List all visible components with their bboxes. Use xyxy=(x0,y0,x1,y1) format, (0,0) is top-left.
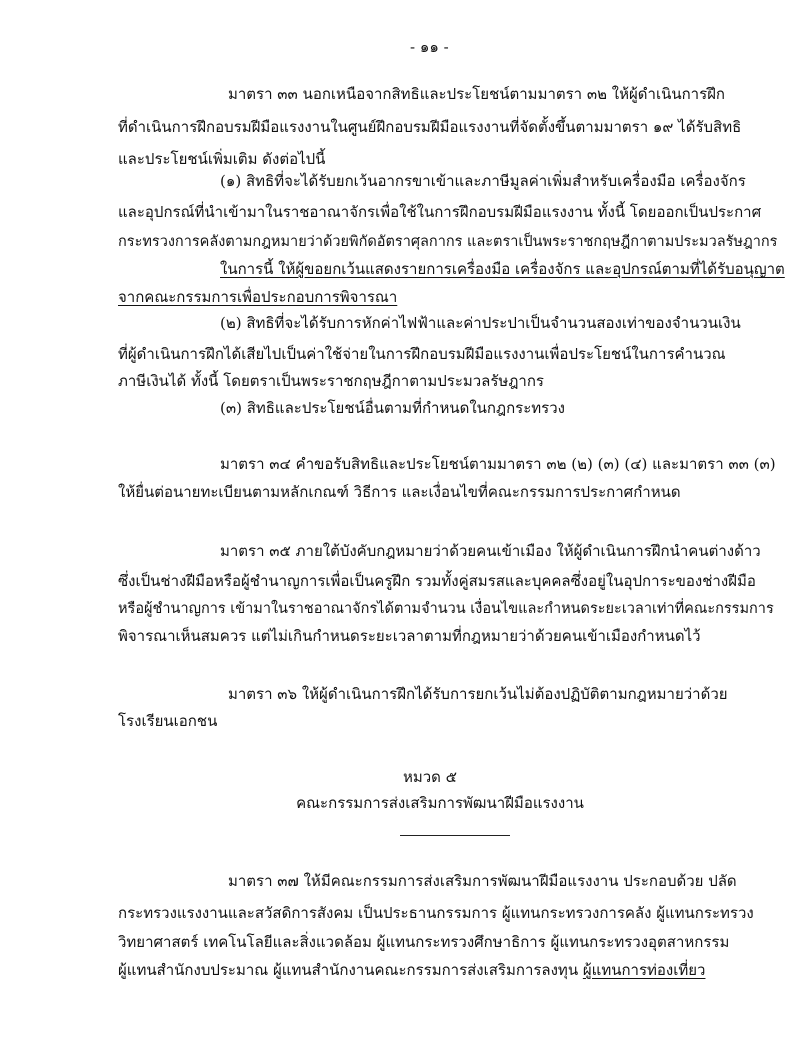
s37-line-3: วิทยาศาสตร์ เทคโนโลยีและสิ่งแวดล้อม ผู้แทนกระทรวงศึกษาธิการ ผู้แทนกระทรวงอุตสาหกรรม xyxy=(118,933,730,951)
s33-line-2: ที่ดำเนินการฝึกอบรมฝีมือแรงงานในศูนย์ฝึกอบรมฝีมือแรงงานที่จัดตั้งขึ้นตามมาตรา ๑๙ ได้รับสิทธิ xyxy=(118,118,742,136)
chapter-number: หมวด ๕ xyxy=(402,768,458,786)
s35-line-3: หรือผู้ชำนาญการ เข้ามาในราชอาณาจักรได้ตามจำนวน เงื่อนไขและกำหนดระยะเวลาเท่าที่คณะกรรมการ xyxy=(118,601,774,617)
s33-item-1-line-5: จากคณะกรรมการเพื่อประกอบการพิจารณา xyxy=(118,288,398,306)
s33-item-2-line-1: (๒) สิทธิที่จะได้รับการหักค่าไฟฟ้าและค่าประปาเป็นจำนวนสองเท่าของจำนวนเงิน xyxy=(220,314,741,332)
s36-line-1: มาตรา ๓๖ ให้ผู้ดำเนินการฝึกได้รับการยกเว้นไม่ต้องปฏิบัติตามกฎหมายว่าด้วย xyxy=(228,685,728,703)
s33-item-1-line-3: กระทรวงการคลังตามกฎหมายว่าด้วยพิกัดอัตราศุลกากร และตราเป็นพระราชกฤษฎีกาตามประมวลรัษฎากร xyxy=(118,234,778,250)
s33-item-1-line-4: ในการนี้ ให้ผู้ขอยกเว้นแสดงรายการเครื่องมือ เครื่องจักร และอุปกรณ์ตามที่ได้รับอนุญาต xyxy=(220,260,785,278)
s33-item-2-line-2: ที่ผู้ดำเนินการฝึกได้เสียไปเป็นค่าใช้จ่ายในการฝึกอบรมฝีมือแรงงานเพื่อประโยชน์ในการคำนวณ xyxy=(118,345,726,363)
s33-line-3: และประโยชน์เพิ่มเติม ดังต่อไปนี้ xyxy=(118,150,326,168)
s33-item-3-line-1: (๓) สิทธิและประโยชน์อื่นตามที่กำหนดในกฎกระทรวง xyxy=(220,399,565,417)
s35-line-1: มาตรา ๓๕ ภายใต้บังคับกฎหมายว่าด้วยคนเข้าเมือง ให้ผู้ดำเนินการฝึกนำคนต่างด้าว xyxy=(220,542,761,560)
chapter-divider xyxy=(400,835,510,836)
s37-line-2: กระทรวงแรงงานและสวัสดิการสังคม เป็นประธานกรรมการ ผู้แทนกระทรวงการคลัง ผู้แทนกระทรวง xyxy=(118,904,754,922)
s34-line-2: ให้ยื่นต่อนายทะเบียนตามหลักเกณฑ์ วิธีการ และเงื่อนไขที่คณะกรรมการประกาศกำหนด xyxy=(118,483,681,501)
s37-line-4-underlined: ผู้แทนการท่องเที่ยว xyxy=(582,961,706,979)
s37-line-4-text: ผู้แทนสำนักงบประมาณ ผู้แทนสำนักงานคณะกรรมการส่งเสริมการลงทุน xyxy=(118,961,583,979)
s33-item-2-line-3: ภาษีเงินได้ ทั้งนี้ โดยตราเป็นพระราชกฤษฎีกาตามประมวลรัษฎากร xyxy=(118,372,544,390)
s33-item-1-line-1: (๑) สิทธิที่จะได้รับยกเว้นอากรขาเข้าและภาษีมูลค่าเพิ่มสำหรับเครื่องมือ เครื่องจักร xyxy=(220,172,746,190)
s36-line-2: โรงเรียนเอกชน xyxy=(118,712,218,730)
s37-line-4 xyxy=(118,960,705,980)
s35-line-4: พิจารณาเห็นสมควร แต่ไม่เกินกำหนดระยะเวลาตามที่กฎหมายว่าด้วยคนเข้าเมืองกำหนดไว้ xyxy=(118,627,701,645)
s34-line-1: มาตรา ๓๔ คำขอรับสิทธิและประโยชน์ตามมาตรา ๓๒ (๒) (๓) (๔) และมาตรา ๓๓ (๓) xyxy=(220,455,776,473)
s33-item-1-line-2: และอุปกรณ์ที่นำเข้ามาในราชอาณาจักรเพื่อใช้ในการฝึกอบรมฝีมือแรงงาน ทั้งนี้ โดยออกเป็นประกาศ xyxy=(118,203,762,221)
chapter-title: คณะกรรมการส่งเสริมการพัฒนาฝีมือแรงงาน xyxy=(296,794,584,812)
s35-line-2: ซึ่งเป็นช่างฝีมือหรือผู้ชำนาญการเพื่อเป็นครูฝึก รวมทั้งคู่สมรสและบุคคลซึ่งอยู่ในอุปการะของช่างฝีมือ xyxy=(118,572,756,590)
page-number: - ๑๑ - xyxy=(410,38,449,56)
s37-line-1: มาตรา ๓๗ ให้มีคณะกรรมการส่งเสริมการพัฒนาฝีมือแรงงาน ประกอบด้วย ปลัด xyxy=(228,872,737,890)
s33-line-1: มาตรา ๓๓ นอกเหนือจากสิทธิและประโยชน์ตามมาตรา ๓๒ ให้ผู้ดำเนินการฝึก xyxy=(228,85,726,103)
